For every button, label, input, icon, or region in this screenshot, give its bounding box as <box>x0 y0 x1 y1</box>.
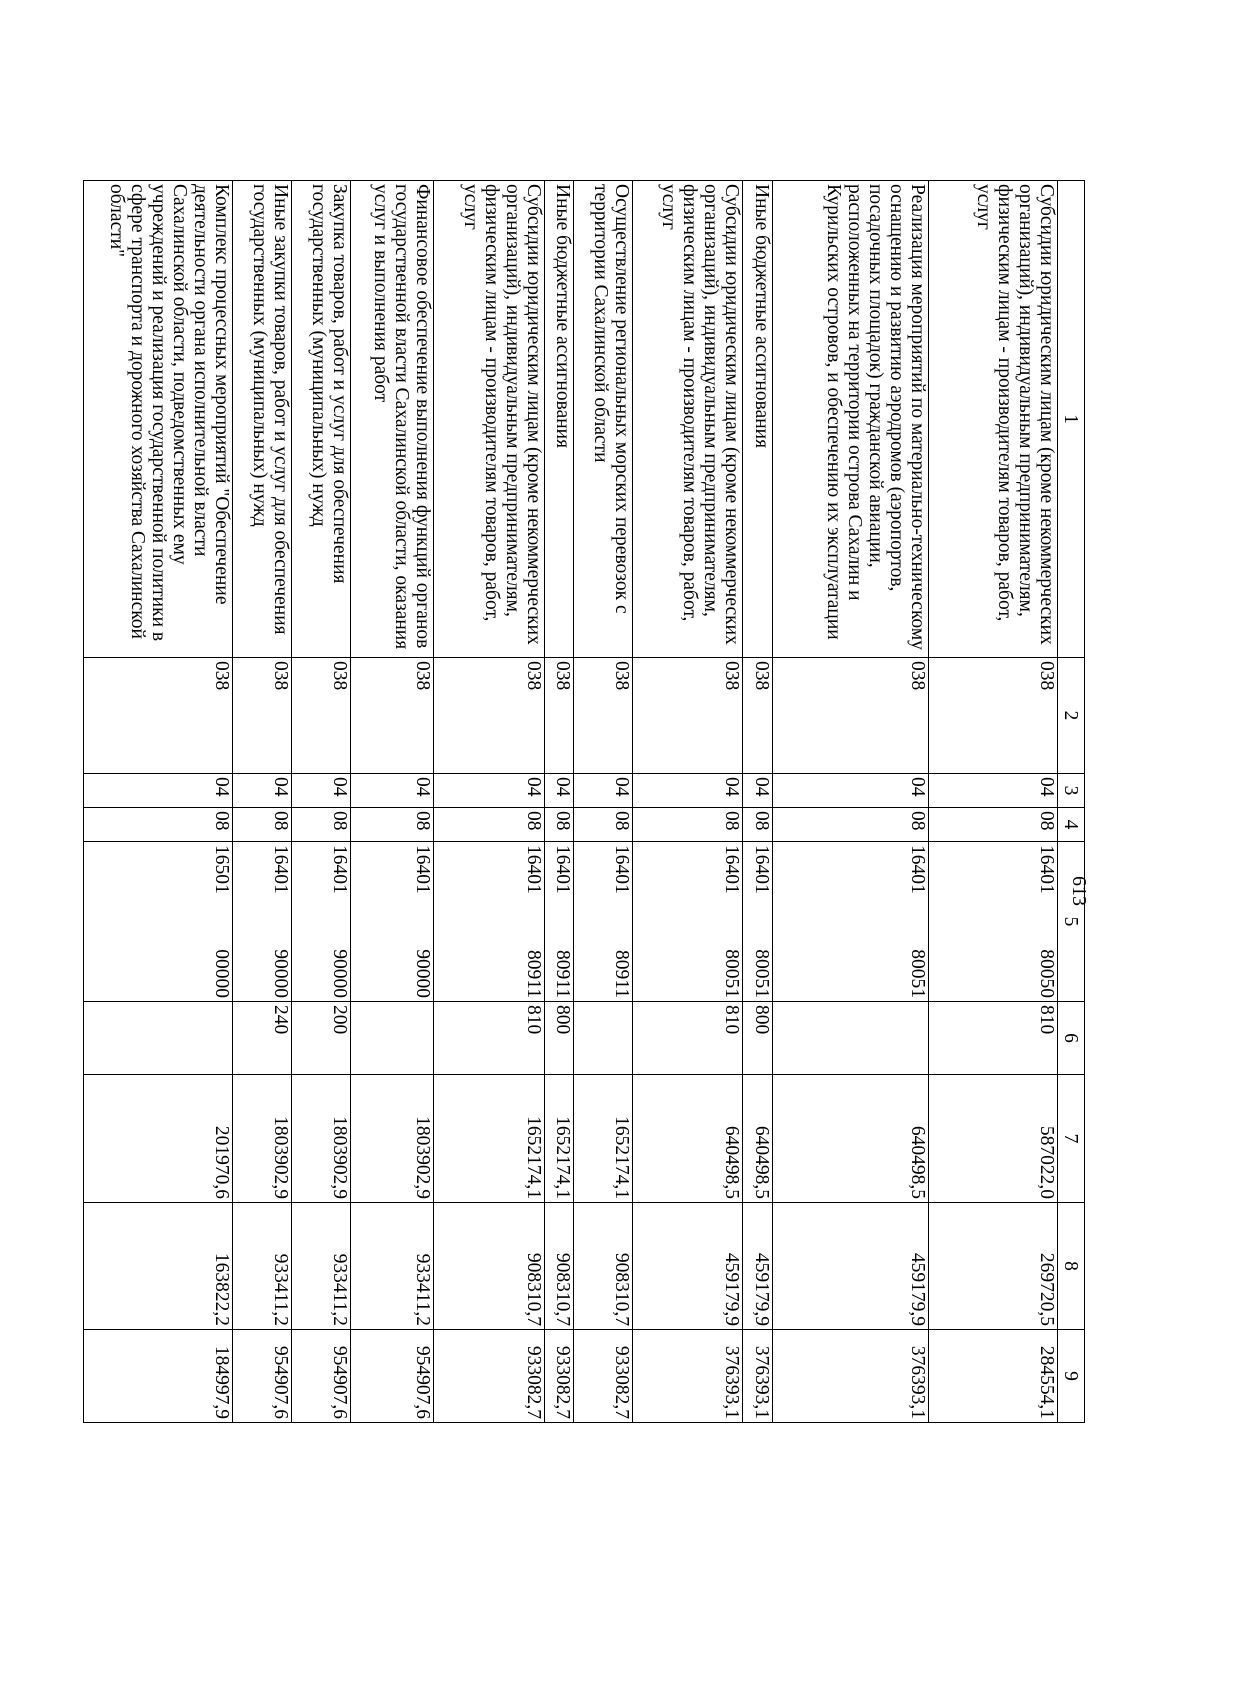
direction-code: 90000 <box>328 949 350 998</box>
direction-code: 80051 <box>721 949 743 998</box>
section-cell: 04 <box>350 774 433 808</box>
header-row <box>1058 181 1085 1423</box>
amount-year2-cell: 933411,2 <box>350 1203 433 1330</box>
name-cell: Комплекс процессных мероприятий "Обеспечение деятельности органа исполнительной власти Сахалинской области, подведомственных ему учреждений и реализация государственной политики в сфере транспорта и дорожного хозяйства Сахалинской области" <box>84 181 233 658</box>
direction-code: 80050 <box>1036 949 1057 998</box>
expense-type-cell: 200 <box>292 1002 351 1075</box>
expense-type-cell <box>350 1002 433 1075</box>
subsection-cell: 08 <box>292 808 351 842</box>
table-row <box>434 181 544 1423</box>
section-cell: 04 <box>632 774 742 808</box>
amount-year1-cell: 1803902,9 <box>350 1075 433 1203</box>
admin-code-cell: 038 <box>544 658 573 774</box>
amount-year2-cell: 163822,2 <box>84 1203 233 1330</box>
expense-type-cell: 800 <box>544 1002 573 1075</box>
program-code: 16501 <box>211 845 233 894</box>
table-row <box>928 181 1057 1423</box>
program-code: 16401 <box>721 845 743 894</box>
header-cell-4: 4 <box>1058 808 1085 842</box>
amount-year3-cell: 184997,9 <box>84 1330 233 1423</box>
subsection-cell: 08 <box>743 808 772 842</box>
amount-year3-cell: 376393,1 <box>772 1330 928 1423</box>
header-cell-9: 9 <box>1058 1330 1085 1423</box>
target-article-cell <box>292 842 351 1002</box>
admin-code-cell: 038 <box>573 658 632 774</box>
admin-code-cell: 038 <box>928 658 1057 774</box>
subsection-cell: 08 <box>233 808 292 842</box>
header-cell-5: 5 <box>1058 842 1085 1002</box>
admin-code-cell: 038 <box>772 658 928 774</box>
amount-year2-cell: 269720,5 <box>928 1203 1057 1330</box>
amount-year2-cell: 908310,7 <box>434 1203 544 1330</box>
expense-type-cell: 810 <box>632 1002 742 1075</box>
expense-type-cell <box>84 1002 233 1075</box>
header-cell-3: 3 <box>1058 774 1085 808</box>
admin-code-cell: 038 <box>743 658 772 774</box>
target-article-cell <box>573 842 632 1002</box>
program-code: 16401 <box>522 845 544 894</box>
amount-year3-cell: 954907,6 <box>292 1330 351 1423</box>
amount-year1-cell: 640498,5 <box>743 1075 772 1203</box>
direction-code: 80911 <box>522 949 544 998</box>
amount-year3-cell: 933082,7 <box>573 1330 632 1423</box>
admin-code-cell: 038 <box>632 658 742 774</box>
table-row <box>632 181 742 1423</box>
target-article-cell <box>233 842 292 1002</box>
target-article-cell <box>434 842 544 1002</box>
amount-year1-cell: 587022,0 <box>928 1075 1057 1203</box>
expense-type-cell: 240 <box>233 1002 292 1075</box>
expense-type-cell: 810 <box>434 1002 544 1075</box>
section-cell: 04 <box>434 774 544 808</box>
name-cell: Субсидии юридическим лицам (кроме некоммерческих организаций), индивидуальным предпринимателям, физическим лицам - производителям товаров, работ, услуг <box>434 181 544 658</box>
program-code: 16401 <box>328 845 350 894</box>
program-code: 16401 <box>906 845 928 894</box>
amount-year2-cell: 933411,2 <box>233 1203 292 1330</box>
amount-year3-cell: 933082,7 <box>434 1330 544 1423</box>
amount-year2-cell: 459179,9 <box>632 1203 742 1330</box>
name-cell: Субсидии юридическим лицам (кроме некоммерческих организаций), индивидуальным предпринимателям, физическим лицам - производителям товаров, работ, услуг <box>632 181 742 658</box>
admin-code-cell: 038 <box>350 658 433 774</box>
amount-year3-cell: 376393,1 <box>632 1330 742 1423</box>
target-article-cell <box>84 842 233 1002</box>
direction-code: 80911 <box>551 949 573 998</box>
table-row <box>350 181 433 1423</box>
name-cell: Иные закупки товаров, работ и услуг для обеспечения государственных (муниципальных) нужд <box>233 181 292 658</box>
amount-year1-cell: 640498,5 <box>632 1075 742 1203</box>
expense-type-cell <box>573 1002 632 1075</box>
name-cell: Иные бюджетные ассигнования <box>544 181 573 658</box>
amount-year2-cell: 908310,7 <box>573 1203 632 1330</box>
target-article-cell <box>632 842 742 1002</box>
direction-code: 80051 <box>750 949 772 998</box>
amount-year1-cell: 1652174,1 <box>434 1075 544 1203</box>
program-code: 16401 <box>610 845 632 894</box>
amount-year3-cell: 954907,6 <box>350 1330 433 1423</box>
admin-code-cell: 038 <box>434 658 544 774</box>
amount-year2-cell: 933411,2 <box>292 1203 351 1330</box>
target-article-cell <box>743 842 772 1002</box>
table-row <box>772 181 928 1423</box>
header-cell-6: 6 <box>1058 1002 1085 1075</box>
table-row <box>573 181 632 1423</box>
subsection-cell: 08 <box>632 808 742 842</box>
amount-year1-cell: 640498,5 <box>772 1075 928 1203</box>
subsection-cell: 08 <box>573 808 632 842</box>
program-code: 16401 <box>750 845 772 894</box>
subsection-cell: 08 <box>84 808 233 842</box>
direction-code: 00000 <box>211 949 233 998</box>
target-article-cell <box>772 842 928 1002</box>
program-code: 16401 <box>1036 845 1057 894</box>
table-row <box>743 181 772 1423</box>
subsection-cell: 08 <box>350 808 433 842</box>
section-cell: 04 <box>772 774 928 808</box>
expense-type-cell: 810 <box>928 1002 1057 1075</box>
admin-code-cell: 038 <box>84 658 233 774</box>
table-row <box>84 181 233 1423</box>
target-article-cell <box>544 842 573 1002</box>
direction-code: 80911 <box>610 949 632 998</box>
name-cell: Финансовое обеспечение выполнения функций органов государственной власти Сахалинской области, оказания услуг и выполнения работ <box>350 181 433 658</box>
amount-year2-cell: 459179,9 <box>743 1203 772 1330</box>
target-article-cell <box>350 842 433 1002</box>
section-cell: 04 <box>233 774 292 808</box>
section-cell: 04 <box>573 774 632 808</box>
amount-year1-cell: 1652174,1 <box>544 1075 573 1203</box>
subsection-cell: 08 <box>772 808 928 842</box>
amount-year3-cell: 284554,1 <box>928 1330 1057 1423</box>
section-cell: 04 <box>743 774 772 808</box>
section-cell: 04 <box>928 774 1057 808</box>
amount-year1-cell: 201970,6 <box>84 1075 233 1203</box>
direction-code: 90000 <box>412 949 434 998</box>
subsection-cell: 08 <box>928 808 1057 842</box>
name-cell: Субсидии юридическим лицам (кроме некоммерческих организаций), индивидуальным предпринимателям, физическим лицам - производителям товаров, работ, услуг <box>928 181 1057 658</box>
amount-year1-cell: 1803902,9 <box>292 1075 351 1203</box>
table-row <box>292 181 351 1423</box>
subsection-cell: 08 <box>434 808 544 842</box>
program-code: 16401 <box>551 845 573 894</box>
header-cell-7: 7 <box>1058 1075 1085 1203</box>
name-cell: Закупка товаров, работ и услуг для обеспечения государственных (муниципальных) нужд <box>292 181 351 658</box>
amount-year1-cell: 1652174,1 <box>573 1075 632 1203</box>
header-cell-8: 8 <box>1058 1203 1085 1330</box>
amount-year3-cell: 954907,6 <box>233 1330 292 1423</box>
header-cell-2: 2 <box>1058 658 1085 774</box>
name-cell: Реализация мероприятий по материально-техническому оснащению и развитию аэродромов (аэропортов, посадочных площадок) гражданской авиации, расположенных на территории острова Сахалин и Курильских островов, и обеспечению их эксплуатации <box>772 181 928 658</box>
direction-code: 90000 <box>270 949 292 998</box>
program-code: 16401 <box>270 845 292 894</box>
name-cell: Иные бюджетные ассигнования <box>743 181 772 658</box>
program-code: 16401 <box>412 845 434 894</box>
admin-code-cell: 038 <box>292 658 351 774</box>
table-row <box>544 181 573 1423</box>
expense-type-cell <box>772 1002 928 1075</box>
admin-code-cell: 038 <box>233 658 292 774</box>
header-cell-1: 1 <box>1058 181 1085 658</box>
target-article-cell <box>928 842 1057 1002</box>
amount-year1-cell: 1803902,9 <box>233 1075 292 1203</box>
amount-year2-cell: 908310,7 <box>544 1203 573 1330</box>
section-cell: 04 <box>544 774 573 808</box>
section-cell: 04 <box>84 774 233 808</box>
expense-type-cell: 800 <box>743 1002 772 1075</box>
amount-year3-cell: 933082,7 <box>544 1330 573 1423</box>
page-number: 613 <box>1068 876 1090 906</box>
amount-year3-cell: 376393,1 <box>743 1330 772 1423</box>
table-row <box>233 181 292 1423</box>
section-cell: 04 <box>292 774 351 808</box>
direction-code: 80051 <box>906 949 928 998</box>
rotated-table-container <box>83 180 1255 1419</box>
name-cell: Осуществление региональных морских перевозок с территории Сахалинской области <box>573 181 632 658</box>
subsection-cell: 08 <box>544 808 573 842</box>
budget-table <box>83 180 1085 1423</box>
amount-year2-cell: 459179,9 <box>772 1203 928 1330</box>
